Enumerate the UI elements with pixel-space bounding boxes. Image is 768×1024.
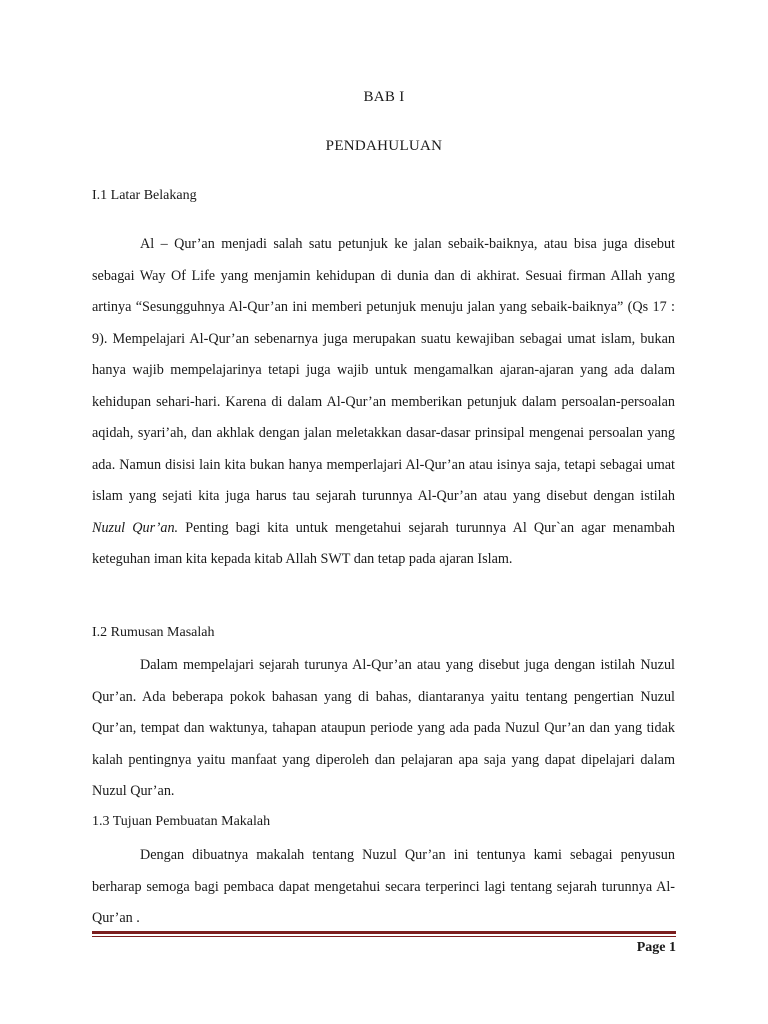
chapter-title: PENDAHULUAN xyxy=(325,138,443,154)
paragraph-latar-belakang xyxy=(92,229,675,576)
paragraph-text-part: Al – Qur’an menjadi salah satu petunjuk ke jalan sebaik-baiknya, atau bisa juga disebut sebagai Way Of Life yang menjamin kehidupan di dunia dan di akhirat. Sesuai firman Allah yang artinya “Sesungguhnya Al-Qur’an ini memberi petunjuk menuju jalan yang sebaik-baiknya” (Qs 17 : 9). Mempelajari Al-Qur’an sebenarnya juga merupakan suatu kewajiban sebagai umat islam, bukan hanya wajib mempelajarinya tetapi juga wajib untuk mengamalkan ajaran-ajaran yang ada dalam kehidupan sehari-hari. Karena di dalam Al-Qur’an memberikan petunjuk dalam persoalan-persoalan aqidah, syari’ah, dan akhlak dengan jalan meletakkan dasar-dasar prinsipal mengenai persoalan yang ada. Namun disisi lain kita bukan hanya memperlajari Al-Qur’an atau isinya saja, tetapi sebagai umat islam yang sejati kita juga harus tau sejarah turunnya Al-Qur’an atau yang disebut dengan istilah xyxy=(92,236,675,504)
italic-term: Nuzul Qur’an. xyxy=(92,519,179,536)
paragraph-tujuan: Dengan dibuatnya makalah tentang Nuzul Qur’an ini tentunya kami sebagai penyusun berharap semoga bagi pembaca dapat mengetahui secara terperinci lagi tentang sejarah turunnya Al-Qur’an . xyxy=(92,847,675,926)
page-number: Page 1 xyxy=(636,940,676,955)
section-heading-tujuan: 1.3 Tujuan Pembuatan Makalah xyxy=(92,814,271,829)
chapter-number: BAB I xyxy=(363,89,405,105)
paragraph-rumusan-masalah: Dalam mempelajari sejarah turunya Al-Qur’an atau yang disebut juga dengan istilah Nuzul Qur’an. Ada beberapa pokok bahasan yang di bahas, diantaranya yaitu tentang pengertian Nuzul Qur’an, tempat dan waktunya, tahapan ataupun periode yang ada pada Nuzul Qur’an dan yang tidak kalah pentingnya yaitu manfaat yang diperoleh dan pelajaran apa saja yang dapat dipelajari dalam Nuzul Qur’an. xyxy=(92,657,675,799)
paragraph-text-part: Penting bagi kita untuk mengetahui sejarah turunnya Al Qur`an agar menambah keteguhan iman kita kepada kitab Allah SWT dan tetap pada ajaran Islam. xyxy=(92,519,675,567)
section-heading-latar-belakang: I.1 Latar Belakang xyxy=(92,188,197,203)
footer-rule-thin xyxy=(92,936,676,937)
section-heading-rumusan-masalah: I.2 Rumusan Masalah xyxy=(92,625,215,640)
footer-rule-thick xyxy=(92,931,676,934)
